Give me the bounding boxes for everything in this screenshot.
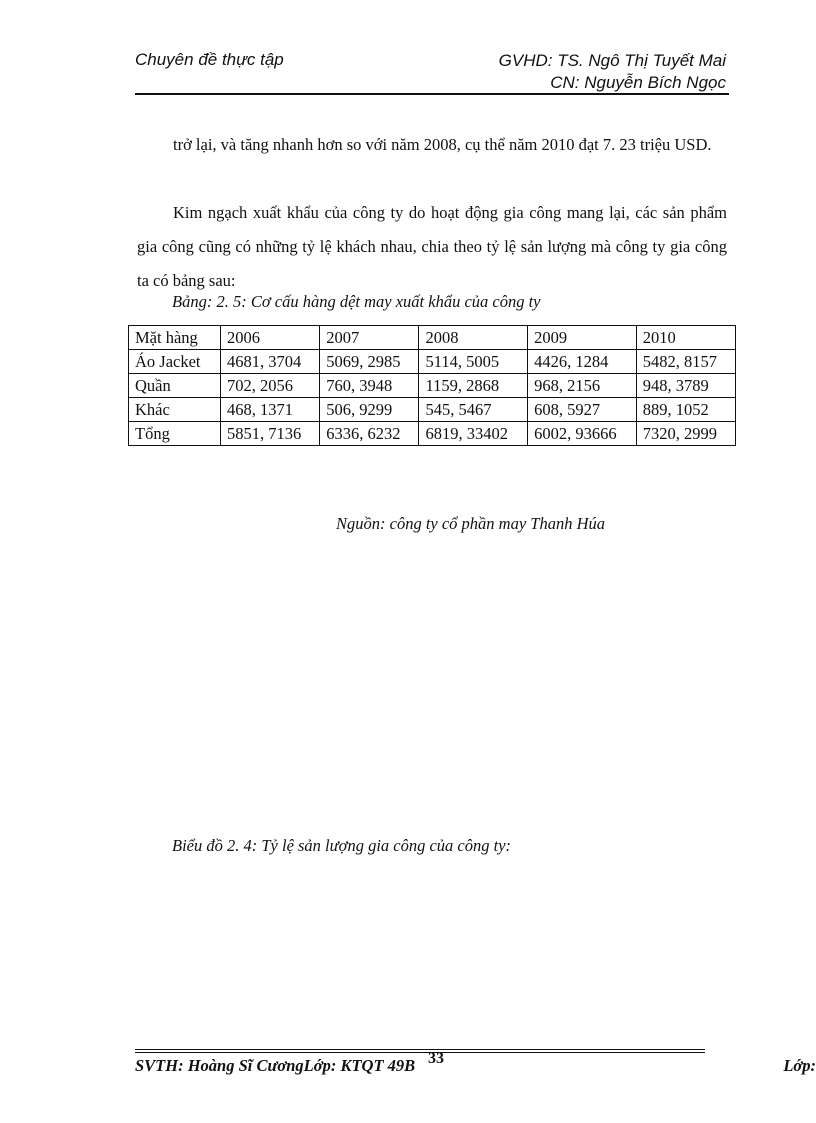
table-cell: 506, 9299 [320,398,419,422]
chart-caption: Biểu đồ 2. 4: Tỷ lệ sản lượng gia công của công ty: [172,836,512,855]
table-cell: 760, 3948 [320,374,419,398]
header-supervisor: GVHD: TS. Ngô Thị Tuyết Mai [498,51,726,70]
footer-divider [135,1049,705,1050]
table-cell: 6002, 93666 [528,422,637,446]
table-header-cell: 2008 [419,326,528,350]
table-cell: 4426, 1284 [528,350,637,374]
table-cell: 5114, 5005 [419,350,528,374]
table-cell: 608, 5927 [528,398,637,422]
footer-student: SVTH: Hoàng Sĩ CươngLớp: KTQT 49B [135,1056,416,1075]
table-header-cell: 2007 [320,326,419,350]
header-title: Chuyên đề thực tập [135,50,284,69]
table-cell: 7320, 2999 [636,422,735,446]
table-cell: 545, 5467 [419,398,528,422]
table-cell: Tổng [129,422,221,446]
table-cell: 4681, 3704 [221,350,320,374]
table-cell: 5069, 2985 [320,350,419,374]
table-caption: Bảng: 2. 5: Cơ cấu hàng dệt may xuất khẩu của công ty [172,292,541,311]
header-divider [135,93,729,95]
body-paragraph-1: trở lại, và tăng nhanh hơn so với năm 2008, cụ thể năm 2010 đạt 7. 23 triệu USD. [173,135,712,154]
table-cell: Áo Jacket [129,350,221,374]
table-header-cell: 2010 [636,326,735,350]
table-cell: 948, 3789 [636,374,735,398]
table-source: Nguồn: công ty cổ phần may Thanh Húa [336,514,606,533]
table-header-cell: Mặt hàng [129,326,221,350]
table-row [129,422,736,446]
table-header-cell: 2006 [221,326,320,350]
footer-class: Lớp: [783,1056,816,1075]
table-cell: 5851, 7136 [221,422,320,446]
table-cell: 702, 2056 [221,374,320,398]
table-cell: 889, 1052 [636,398,735,422]
table-header-row [129,326,736,350]
table-cell: Khác [129,398,221,422]
table-cell: 6819, 33402 [419,422,528,446]
page-number: 33 [428,1050,444,1067]
table-cell: Quần [129,374,221,398]
table-cell: 468, 1371 [221,398,320,422]
table-header-cell: 2009 [528,326,637,350]
export-structure-table [128,325,736,446]
header-advisors [499,50,726,94]
table-cell: 6336, 6232 [320,422,419,446]
footer-divider-secondary [135,1052,705,1053]
table-cell: 968, 2156 [528,374,637,398]
body-paragraph-2: Kim ngạch xuất khẩu của công ty do hoạt động gia công mang lại, các sản phẩm gia công cũng có những tỷ lệ khách nhau, chia theo tỷ lệ sản lượng mà công ty gia công ta có bảng sau: [137,203,727,290]
table-cell: 5482, 8157 [636,350,735,374]
table-cell: 1159, 2868 [419,374,528,398]
table-row [129,398,736,422]
table-row [129,350,736,374]
header-co-supervisor: CN: Nguyễn Bích Ngọc [550,73,726,92]
table-row [129,374,736,398]
